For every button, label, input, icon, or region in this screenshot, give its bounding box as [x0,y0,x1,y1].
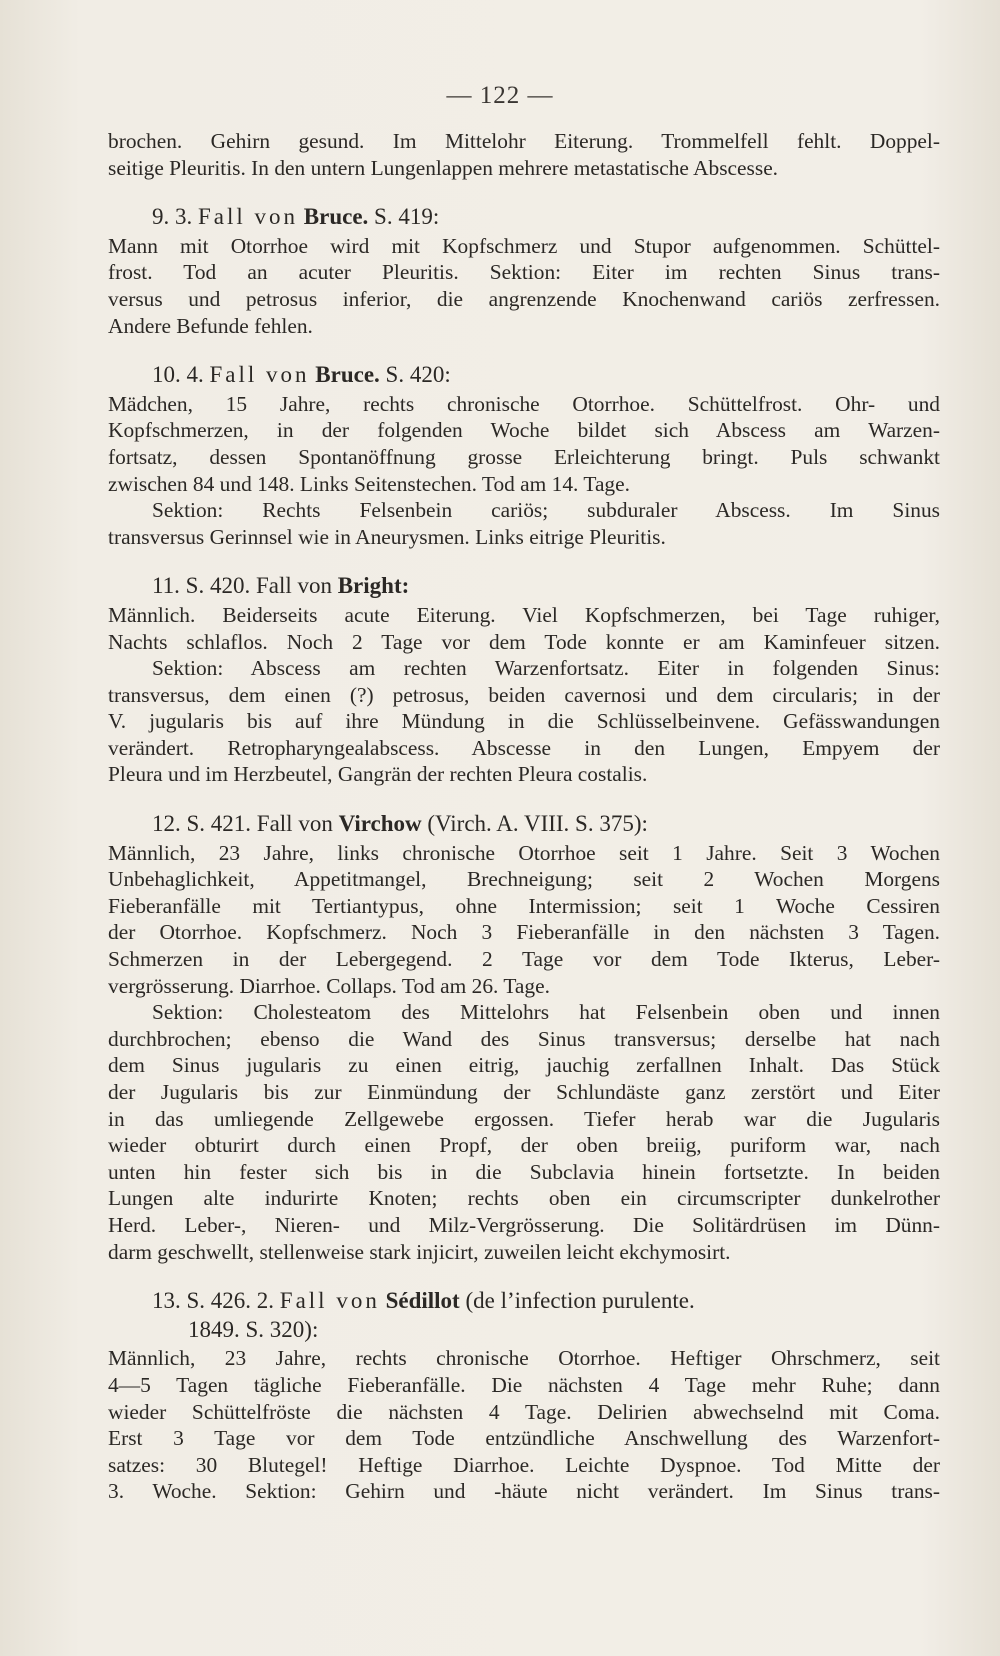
text-line: transversus, dem einen (?) petrosus, beiden cavernosi und dem circularis; in der [108,682,940,707]
case-9 [108,204,940,339]
author-name: Bruce. [315,362,380,388]
text-line: brochen. Gehirn gesund. Im Mittelohr Eiterung. Trommelfell fehlt. Doppel- [108,129,940,153]
text-line: Männlich, 23 Jahre, links chronische Otorrhoe seit 1 Jahre. Seit 3 Wochen [108,840,940,865]
text-line: frost. Tod an acuter Pleuritis. Sektion: Eiter im rechten Sinus trans- [108,260,940,285]
case-heading: 10. 4. Fall von Bruce. S. 420: [152,362,451,388]
text-line: wieder obturirt durch einen Propf, der oben breiig, puriform war, nach [108,1133,940,1158]
text-line: Sektion: Abscess am rechten Warzenfortsatz. Eiter in folgenden Sinus: [152,656,940,681]
text-line: in das umliegende Zellgewebe ergossen. Tiefer herab war die Jugularis [108,1106,940,1131]
text-line: 3. Woche. Sektion: Gehirn und -häute nicht verändert. Im Sinus trans- [108,1479,940,1504]
text-line: Kopfschmerzen, in der folgenden Woche bildet sich Abscess am Warzen- [108,418,940,443]
text-line: Sektion: Rechts Felsenbein cariös; subduraler Abscess. Im Sinus [152,498,940,523]
author-name: Bruce. [303,204,369,230]
text-line: Lungen alte indurirte Knoten; rechts oben ein circumscripter dunkelrother [108,1186,940,1211]
text-line: Schmerzen in der Lebergegend. 2 Tage vor dem Tode Ikterus, Leber- [108,947,940,972]
text-line: Nachts schlaflos. Noch 2 Tage vor dem Tode konnte er am Kaminfeuer sitzen. [108,629,940,654]
text-line: der Otorrhoe. Kopfschmerz. Noch 3 Fieberanfälle in den nächsten 3 Tagen. [108,920,940,945]
case-heading: 9. 3. Fall von Bruce. S. 419: [152,204,440,230]
text-line: fortsatz, dessen Spontanöffnung grosse Erleichterung bringt. Puls schwankt [108,444,940,469]
case-10 [108,362,940,550]
text-line: 4—5 Tagen tägliche Fieberanfälle. Die nächsten 4 Tage mehr Ruhe; dann [108,1372,940,1397]
case-12 [108,811,940,1265]
text-line: zwischen 84 und 148. Links Seitenstechen. Tod am 14. Tage. [108,471,630,496]
text-line: der Jugularis bis zur Einmündung der Schlundäste ganz zerstört und Eiter [108,1080,940,1104]
text-line: dem Sinus jugularis zu einen eitrig, jauchig zerfallnen Inhalt. Das Stück [108,1053,940,1078]
case-heading: 11. S. 420. Fall von Bright: [152,573,410,599]
text-line: Pleura und im Herzbeutel, Gangrän der rechten Pleura costalis. [108,762,648,787]
text-line: Männlich, 23 Jahre, rechts chronische Otorrhoe. Heftiger Ohrschmerz, seit [108,1346,940,1371]
case-heading: 12. S. 421. Fall von Virchow (Virch. A. VIII. S. 375): [152,811,648,837]
text-line: V. jugularis bis auf ihre Mündung in die Schlüsselbeinvene. Gefässwandungen [108,709,940,734]
text-line: unten hin fester sich bis in die Subclavia hinein fortsetzte. In beiden [108,1159,940,1184]
text-line: transversus Gerinnsel wie in Aneurysmen. Links eitrige Pleuritis. [108,524,666,549]
text-line: vergrösserung. Diarrhoe. Collaps. Tod am 26. Tage. [108,973,550,998]
text-line: Herd. Leber-, Nieren- und Milz-Vergrösserung. Die Solitärdrüsen im Dünn- [108,1212,940,1237]
author-name: Bright: [337,573,410,599]
text-line: wieder Schüttelfröste die nächsten 4 Tage. Delirien abwechselnd mit Coma. [108,1399,940,1424]
text-line: Männlich. Beiderseits acute Eiterung. Viel Kopfschmerzen, bei Tage ruhiger, [108,602,940,627]
author-name: Virchow [338,811,422,837]
text-line: seitige Pleuritis. In den untern Lungenlappen mehrere metastatische Abscesse. [108,155,779,180]
text-line: verändert. Retropharyngealabscess. Abscesse in den Lungen, Empyem der [108,735,940,760]
text-line: satzes: 30 Blutegel! Heftige Diarrhoe. Leichte Dyspnoe. Tod Mitte der [108,1452,940,1477]
text-line: durchbrochen; ebenso die Wand des Sinus transversus; derselbe hat nach [108,1026,940,1051]
case-13 [108,1288,940,1505]
text-line: Erst 3 Tage vor dem Tode entzündliche Anschwellung des Warzenfort- [108,1426,940,1451]
page-body [108,128,940,1505]
text-line: darm geschwellt, stellenweise stark injicirt, zuweilen leicht ekchymosirt. [108,1239,731,1264]
case-11 [108,573,940,788]
intro-paragraph [108,128,940,181]
text-line: Andere Befunde fehlen. [108,313,313,338]
text-line: Mann mit Otorrhoe wird mit Kopfschmerz und Stupor aufgenommen. Schüttel- [108,233,940,258]
case-heading-continuation: 1849. S. 320): [188,1316,319,1342]
author-name: Sédillot [385,1288,460,1314]
text-line: Mädchen, 15 Jahre, rechts chronische Otorrhoe. Schüttelfrost. Ohr- und [108,391,940,416]
text-line: Unbehaglichkeit, Appetitmangel, Brechneigung; seit 2 Wochen Morgens [108,867,940,892]
text-line: Sektion: Cholesteatom des Mittelohrs hat Felsenbein oben und innen [152,1000,940,1025]
text-line: versus und petrosus inferior, die angrenzende Knochenwand cariös zerfressen. [108,286,940,311]
page-number: — 122 — [446,82,554,109]
case-heading: 13. S. 426. 2. Fall von Sédillot (de l’infection purulente. [152,1288,695,1314]
text-line: Fieberanfälle mit Tertiantypus, ohne Intermission; seit 1 Woche Cessiren [108,893,940,918]
